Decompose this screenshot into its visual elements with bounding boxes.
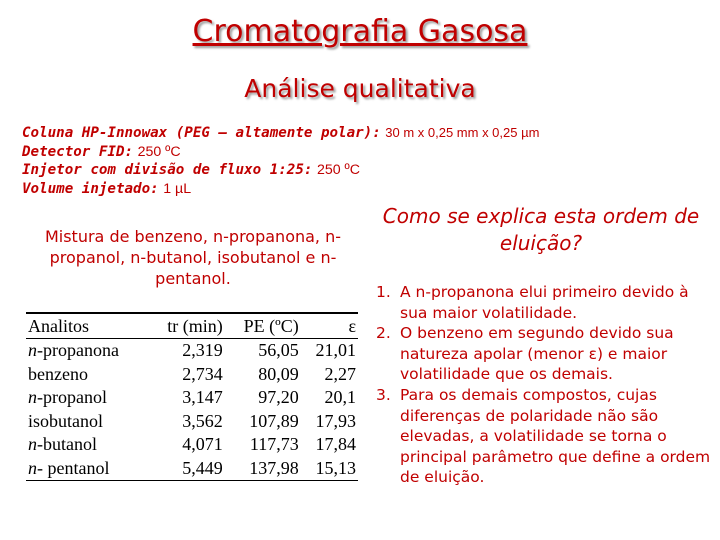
analyte-pe: 97,20 bbox=[258, 387, 299, 408]
condition-label: Detector FID: bbox=[22, 143, 134, 160]
analyte-tr: 2,734 bbox=[182, 363, 223, 384]
condition-label: Coluna HP-Innowax (PEG – altamente polar): bbox=[22, 125, 381, 141]
analyte-name bbox=[26, 457, 148, 481]
analyte-tr: 2,319 bbox=[182, 340, 223, 361]
analyte-label: benzeno bbox=[28, 363, 88, 384]
answer-number: 1. bbox=[376, 283, 391, 301]
analyte-prefix: n bbox=[28, 387, 37, 408]
condition-volume bbox=[22, 180, 539, 199]
table-row bbox=[26, 339, 358, 363]
list-item bbox=[376, 385, 712, 488]
analyte-name bbox=[26, 363, 148, 387]
analyte-name bbox=[26, 386, 148, 410]
table-header-row bbox=[26, 313, 358, 339]
answer-text: Para os demais compostos, cujas diferenças de polaridade não são elevadas, a volatilidade se torna o principal parâmetro que define a ordem de eluição. bbox=[400, 385, 711, 487]
analyte-prefix: n bbox=[28, 457, 37, 478]
table-row bbox=[26, 410, 358, 434]
condition-value: 1 µL bbox=[163, 180, 192, 197]
col-header-epsilon: ε bbox=[348, 315, 356, 336]
col-header-analitos: Analitos bbox=[28, 315, 89, 336]
condition-injector bbox=[22, 161, 539, 180]
page-subtitle: Análise qualitativa bbox=[244, 74, 476, 103]
condition-detector bbox=[22, 143, 539, 162]
analyte-label: isobutanol bbox=[28, 410, 103, 431]
condition-label: Injetor com divisão de fluxo 1:25: bbox=[22, 162, 313, 178]
page-title: Cromatografia Gasosa bbox=[192, 14, 528, 49]
table-row bbox=[26, 457, 358, 481]
analyte-pe: 137,98 bbox=[249, 457, 299, 478]
list-item bbox=[376, 282, 712, 323]
analyte-pe: 107,89 bbox=[249, 410, 299, 431]
answer-number: 2. bbox=[376, 324, 391, 343]
analyte-label: - pentanol bbox=[37, 457, 110, 478]
analyte-label: -propanona bbox=[37, 340, 119, 361]
analyte-prefix: n bbox=[28, 434, 37, 455]
analyte-epsilon: 15,13 bbox=[315, 457, 356, 478]
answer-text: O benzeno em segundo devido sua natureza apolar (menor ε) e maior volatilidade que os demais. bbox=[400, 324, 674, 384]
analyte-epsilon: 17,93 bbox=[315, 410, 356, 431]
analyte-epsilon: 21,01 bbox=[315, 340, 356, 361]
analyte-tr: 3,147 bbox=[182, 387, 223, 408]
answer-text: A n-propanona elui primeiro devido à sua maior volatilidade. bbox=[400, 283, 689, 322]
condition-value: 30 m x 0,25 mm x 0,25 µm bbox=[385, 125, 540, 140]
mixture-description: Mistura de benzeno, n-propanona, n-propanol, n-butanol, isobutanol e n-pentanol. bbox=[44, 227, 342, 288]
analyte-pe: 117,73 bbox=[249, 434, 299, 455]
condition-column bbox=[22, 124, 539, 143]
analyte-epsilon: 20,1 bbox=[324, 387, 356, 408]
condition-value: 250 ºC bbox=[137, 143, 181, 160]
analyte-pe: 80,09 bbox=[258, 363, 299, 384]
analyte-tr: 3,562 bbox=[182, 410, 223, 431]
analyte-label: -propanol bbox=[37, 387, 107, 408]
analyte-name bbox=[26, 339, 148, 363]
question-heading: Como se explica esta ordem de eluição? bbox=[382, 204, 700, 255]
analyte-tr: 5,449 bbox=[182, 457, 223, 478]
analyte-name bbox=[26, 410, 148, 434]
condition-value: 250 ºC bbox=[316, 162, 360, 178]
analyte-label: -butanol bbox=[37, 434, 97, 455]
answer-number: 3. bbox=[376, 385, 391, 404]
analyte-epsilon: 2,27 bbox=[324, 363, 356, 384]
table-row bbox=[26, 386, 358, 410]
analyte-epsilon: 17,84 bbox=[315, 434, 356, 455]
analyte-prefix: n bbox=[28, 340, 37, 361]
table-row bbox=[26, 433, 358, 457]
analyte-tr: 4,071 bbox=[182, 434, 223, 455]
answer-list bbox=[376, 282, 712, 488]
table-row bbox=[26, 363, 358, 387]
analyte-pe: 56,05 bbox=[258, 340, 299, 361]
col-header-tr: tr (min) bbox=[167, 315, 223, 336]
col-header-pe: PE (ºC) bbox=[243, 315, 299, 336]
analyte-name bbox=[26, 433, 148, 457]
condition-label: Volume injetado: bbox=[22, 180, 159, 197]
list-item bbox=[376, 323, 712, 385]
analytes-table bbox=[26, 312, 358, 481]
chromatography-conditions bbox=[22, 124, 539, 198]
